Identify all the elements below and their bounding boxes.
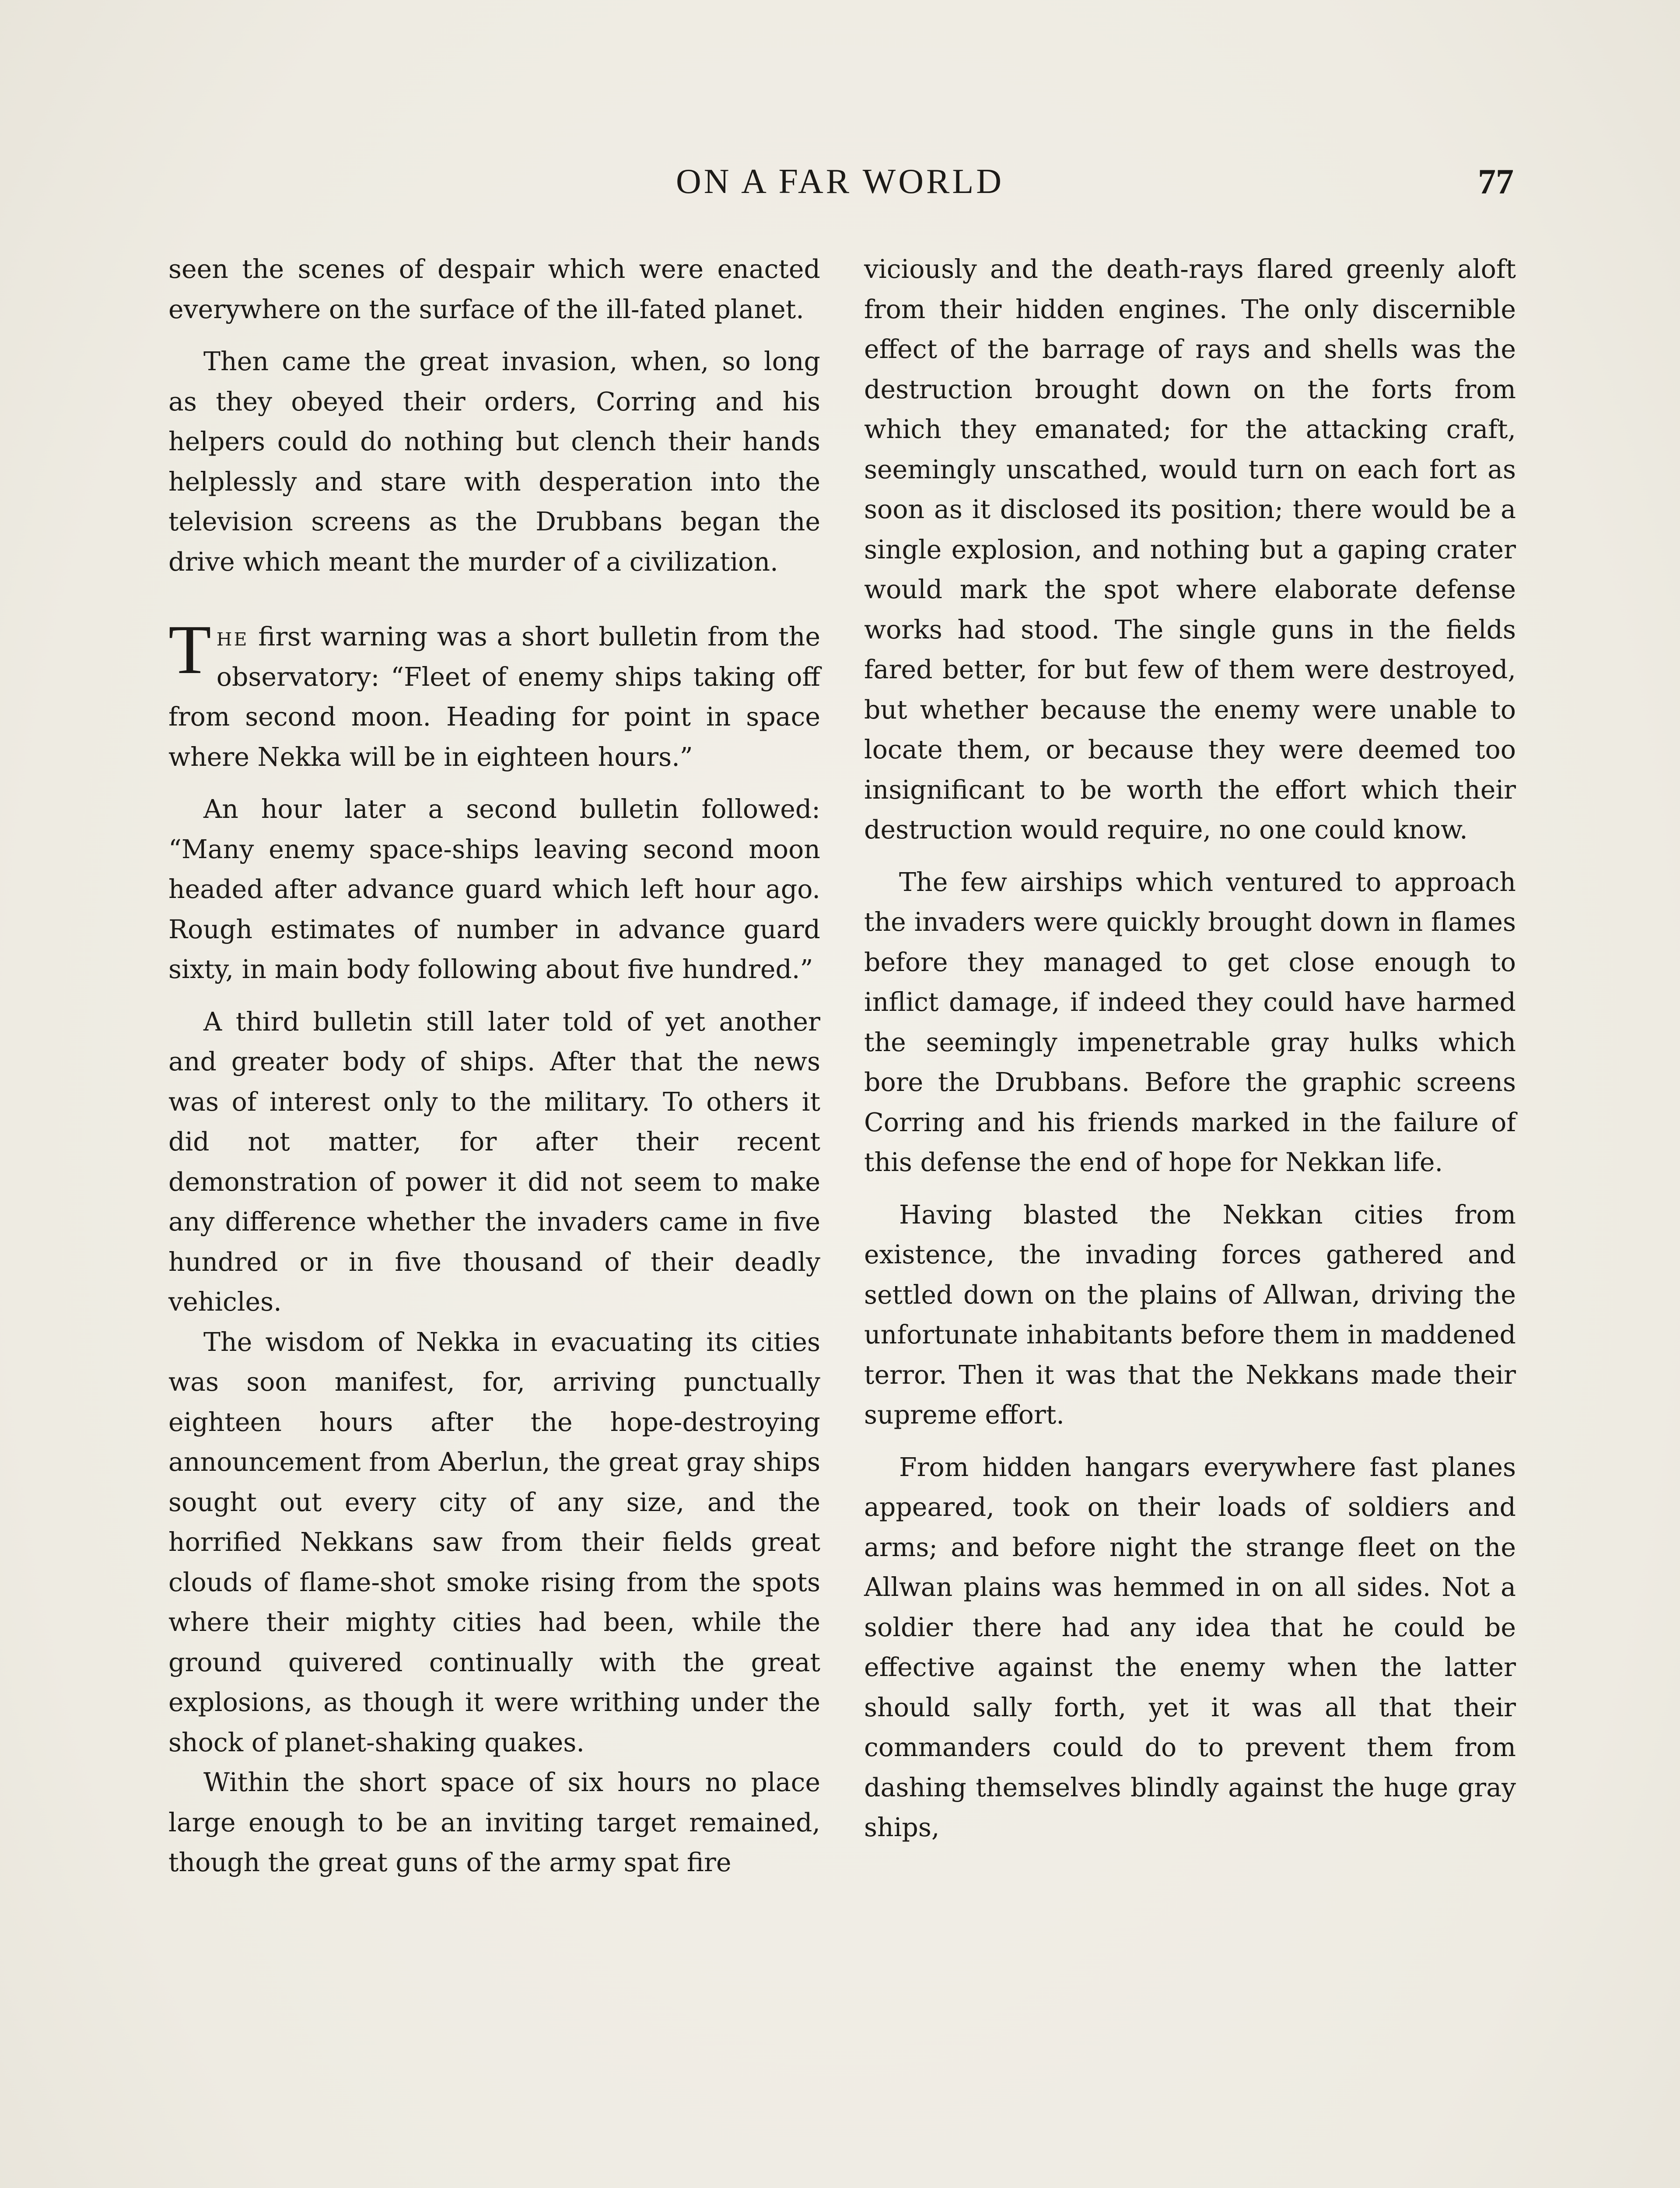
small-caps-text: he [216,622,249,652]
paragraph: viciously and the death-rays flared greenly aloft from their hidden engines. The only discernible effect of the barrage of rays and shells was the destruction brought down on the forts from which they emanated; for the attacking craft, seemingly unscathed, would turn on each fort as soon as it disclosed its position; there would be a single explosion, and nothing but a gaping crater would mark the spot where elaborate defense works had stood. The single guns in the fields fared better, for but few of them were destroyed, but whether because the enemy were unable to locate them, or because they were deemed too insignificant to be worth the effort which their destruction would require, no one could know. [864,254,1516,845]
paragraph: A third bulletin still later told of yet another and greater body of ships. After that the news was of interest only to the military. To others it did not matter, for after their recent demonstration of power it did not seem to make any difference whether the invaders came in five hundred or in five thousand of their deadly vehicles. [168,1006,820,1317]
paragraph: From hidden hangars everywhere fast planes appeared, took on their loads of soldiers and arms; and before night the strange fleet on the Allwan plains was hemmed in on all sides. Not a soldier there had any idea that he could be effective against the enemy when the latter should sally forth, yet it was all that their commanders could do to prevent them from dashing themselves blindly against the huge gray ships, [864,1452,1516,1842]
paragraph: An hour later a second bulletin followed: “Many enemy space-ships leaving second moon headed after advance guard which left hour ago. Rough estimates of number in advance guard sixty, in main body following about five hundred.” [168,794,820,984]
paragraph: Then came the great invasion, when, so long as they obeyed their orders, Corring and his helpers could do nothing but clench their hands helplessly and stare with desperation into the television screens as the Drubbans began the drive which meant the murder of a civilization. [168,347,820,577]
page-number: 77 [1478,161,1514,201]
paragraph: The few airships which ventured to approach the invaders were quickly brought down in flames before they managed to get close enough to inflict damage, if indeed they could have harmed the seemingly impenetrable gray hulks which bore the Drubbans. Before the graphic screens Corring and his friends marked in the failure of this defense the end of hope for Nekkan life. [864,867,1516,1177]
running-title: ON A FAR WORLD [676,162,1004,201]
left-column [168,249,820,1883]
paragraph: The wisdom of Nekka in evacuating its cities was soon manifest, for, arriving punctually eighteen hours after the hope-destroying announcement from Aberlun, the great gray ships sought out every city of any size, and the horrified Nekkans saw from their fields great clouds of flame-shot smoke rising from the spots where their mighty cities had been, while the ground quivered continually with the great explosions, as though it were writhing under the shock of planet-shaking quakes. [168,1327,820,1757]
paragraph-text: first warning was a short bulletin from the observatory: “Fleet of enemy ships taking off from second moon. Heading for point in space where Nekka will be in eighteen hours.” [168,622,820,772]
paragraph: Within the short space of six hours no place large enough to be an inviting target remained, though the great guns of the army spat fire [168,1767,820,1877]
paragraph: seen the scenes of despair which were enacted everywhere on the surface of the ill-fated planet. [168,254,820,324]
paragraph: Having blasted the Nekkan cities from existence, the invading forces gathered and settled down on the plains of Allwan, driving the unfortunate inhabitants before them in maddened terror. Then it was that the Nekkans made their supreme effort. [864,1199,1516,1430]
paragraph-with-dropcap [168,610,820,777]
drop-cap: T [168,610,211,688]
right-column [864,249,1516,1848]
running-head [166,158,1514,206]
